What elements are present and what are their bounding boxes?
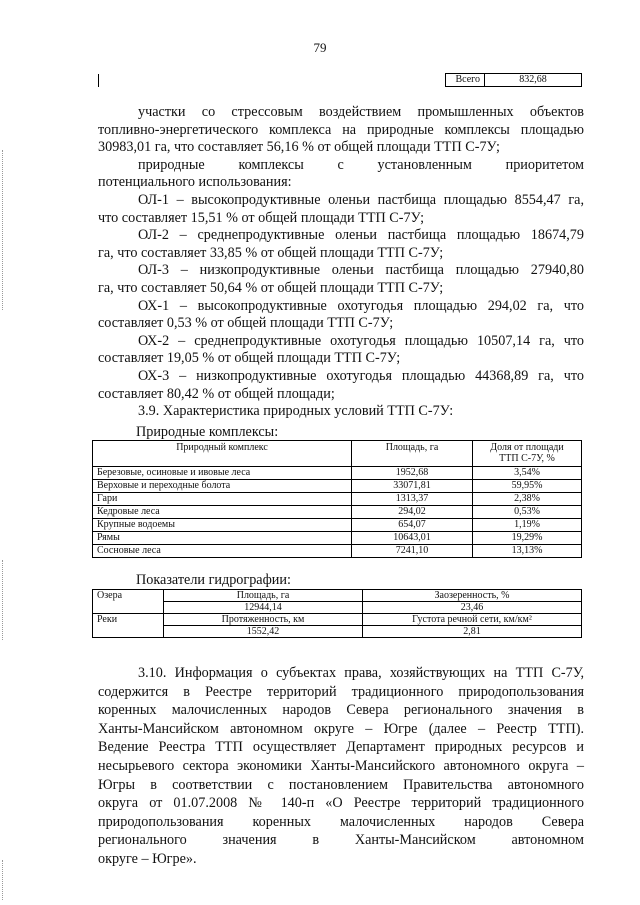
complex-area-cell: 10643,01 [352, 532, 473, 545]
complex-share-cell: 13,13% [473, 545, 582, 558]
hydro-row [93, 590, 582, 602]
complex-name-cell: Верховые и переходные болота [93, 480, 352, 493]
lakes-area-value: 12944,14 [164, 602, 363, 614]
section-3-10-line: округа от 01.07.2008 № 140-п «О Реестре территорий традиционного [98, 795, 584, 812]
total-spacer-cell [99, 74, 446, 87]
category-line: га, что составляет 33,85 % от общей площади ТТП С-7У; [98, 244, 444, 261]
complex-area-cell: 654,07 [352, 519, 473, 532]
section-3-10-line: Ведение Реестра ТТП осуществляет Департамент природных ресурсов и [98, 739, 584, 756]
section-heading-3-9: 3.9. Характеристика природных условий ТТП С-7У: [138, 403, 454, 420]
category-line: ОЛ-1 – высокопродуктивные оленьи пастбища площадью 8554,47 га, [138, 191, 584, 208]
section-3-10-line: несырьевого сектора экономики Ханты-Мансийского автономного округа – [98, 757, 584, 774]
complex-name-cell: Рямы [93, 532, 352, 545]
category-line: составляет 80,42 % от общей площади; [98, 385, 335, 402]
table-row [93, 506, 582, 519]
table-row [93, 493, 582, 506]
category-line: ОХ-3 – низкопродуктивные охотугодья площадью 44368,89 га, что [138, 367, 584, 384]
complex-name-cell: Кедровые леса [93, 506, 352, 519]
complex-name-cell: Сосновые леса [93, 545, 352, 558]
complex-share-cell: 0,53% [473, 506, 582, 519]
category-line: га, что составляет 50,64 % от общей площади ТТП С-7У; [98, 279, 444, 296]
total-table [98, 73, 582, 87]
rivers-length-value: 1552,42 [164, 626, 363, 638]
category-line: ОХ-1 – высокопродуктивные охотугодья площадью 294,02 га, что [138, 297, 584, 314]
complex-area-cell: 294,02 [352, 506, 473, 519]
section-3-10-line: Ханты-Мансийском автономном округе – Югре (далее – Реестр ТТП). [98, 720, 584, 737]
table-header-cell: Доля от площади ТТП С-7У, % [473, 441, 582, 467]
section-3-10-line: 3.10. Информация о субъектах права, хозяйствующих на ТТП С-7У, [138, 665, 584, 681]
complex-share-cell: 19,29% [473, 532, 582, 545]
hydrography-label: Показатели гидрографии: [136, 572, 291, 588]
section-3-10 [98, 664, 584, 869]
category-line: ОЛ-3 – низкопродуктивные оленьи пастбища площадью 27940,80 [138, 262, 584, 279]
complex-name-cell: Крупные водоемы [93, 519, 352, 532]
page-number: 79 [313, 40, 327, 55]
complex-share-cell: 2,38% [473, 493, 582, 506]
table-row [93, 532, 582, 545]
table-row [93, 545, 582, 558]
complex-area-cell: 1313,37 [352, 493, 473, 506]
hydro-row [93, 626, 582, 638]
rivers-length-header: Протяженность, км [164, 614, 363, 626]
hydro-row [93, 614, 582, 626]
lakes-label: Озера [93, 590, 164, 614]
natural-complexes-table [92, 440, 582, 558]
complex-area-cell: 33071,81 [352, 480, 473, 493]
scan-edge-line [2, 150, 3, 310]
complex-name-cell: Березовые, осиновые и ивовые леса [93, 467, 352, 480]
complex-share-cell: 3,54% [473, 467, 582, 480]
category-line: ОЛ-2 – среднепродуктивные оленьи пастбища площадью 18674,79 [138, 227, 584, 244]
section-3-10-line: регионального значения в Ханты-Мансийском автономном [98, 832, 584, 849]
scan-edge-line [2, 860, 3, 900]
complex-area-cell: 1952,68 [352, 467, 473, 480]
lakes-ratio-header: Заозеренность, % [363, 590, 582, 602]
complex-name-cell: Гари [93, 493, 352, 506]
stress-line: 30983,01 га, что составляет 56,16 % от общей площади ТТП С-7У; [98, 139, 500, 156]
category-line: ОХ-2 – среднепродуктивные охотугодья площадью 10507,14 га, что [138, 332, 584, 349]
rivers-density-header: Густота речной сети, км/км² [363, 614, 582, 626]
complex-share-cell: 1,19% [473, 519, 582, 532]
complexes-label: Природные комплексы: [136, 424, 279, 440]
table-header-cell: Природный комплекс [93, 441, 352, 467]
section-3-10-line: природопользования коренных малочисленных народов Севера [98, 813, 584, 830]
table-row [93, 467, 582, 480]
hydro-row [93, 602, 582, 614]
scan-edge-line [2, 560, 3, 640]
rivers-density-value: 2,81 [363, 626, 582, 638]
lakes-area-header: Площадь, га [164, 590, 363, 602]
stress-line: топливно-энергетического комплекса на природные комплексы площадью [98, 121, 584, 138]
section-3-10-line: содержится в Реестре территорий традиционного природопользования [98, 683, 584, 700]
section-3-10-line: Югры в соответствии с постановлением Правительства автономного [98, 776, 584, 793]
table-row [93, 480, 582, 493]
total-value: 832,68 [485, 74, 582, 87]
priority-line: потенциального использования: [98, 174, 292, 191]
lakes-ratio-value: 23,46 [363, 602, 582, 614]
table-header-row [93, 441, 582, 467]
total-label: Всего [446, 74, 485, 87]
complex-area-cell: 7241,10 [352, 545, 473, 558]
table-header-cell: Площадь, га [352, 441, 473, 467]
category-line: составляет 19,05 % от общей площади ТТП С-7У; [98, 350, 401, 367]
table-row [93, 519, 582, 532]
complex-share-cell: 59,95% [473, 480, 582, 493]
category-line: составляет 0,53 % от общей площади ТТП С-7У; [98, 315, 394, 332]
section-3-10-line: округе – Югре». [98, 850, 197, 867]
stress-line: участки со стрессовым воздействием промышленных объектов [138, 104, 584, 120]
hydrography-table [92, 589, 582, 638]
main-text-block [98, 104, 584, 421]
category-line: что составляет 15,51 % от общей площади ТТП С-7У; [98, 209, 425, 226]
priority-line: природные комплексы с установленным приоритетом [138, 156, 584, 173]
section-3-10-line: коренных малочисленных народов Севера регионального значения в [98, 702, 584, 719]
rivers-label: Реки [93, 614, 164, 638]
